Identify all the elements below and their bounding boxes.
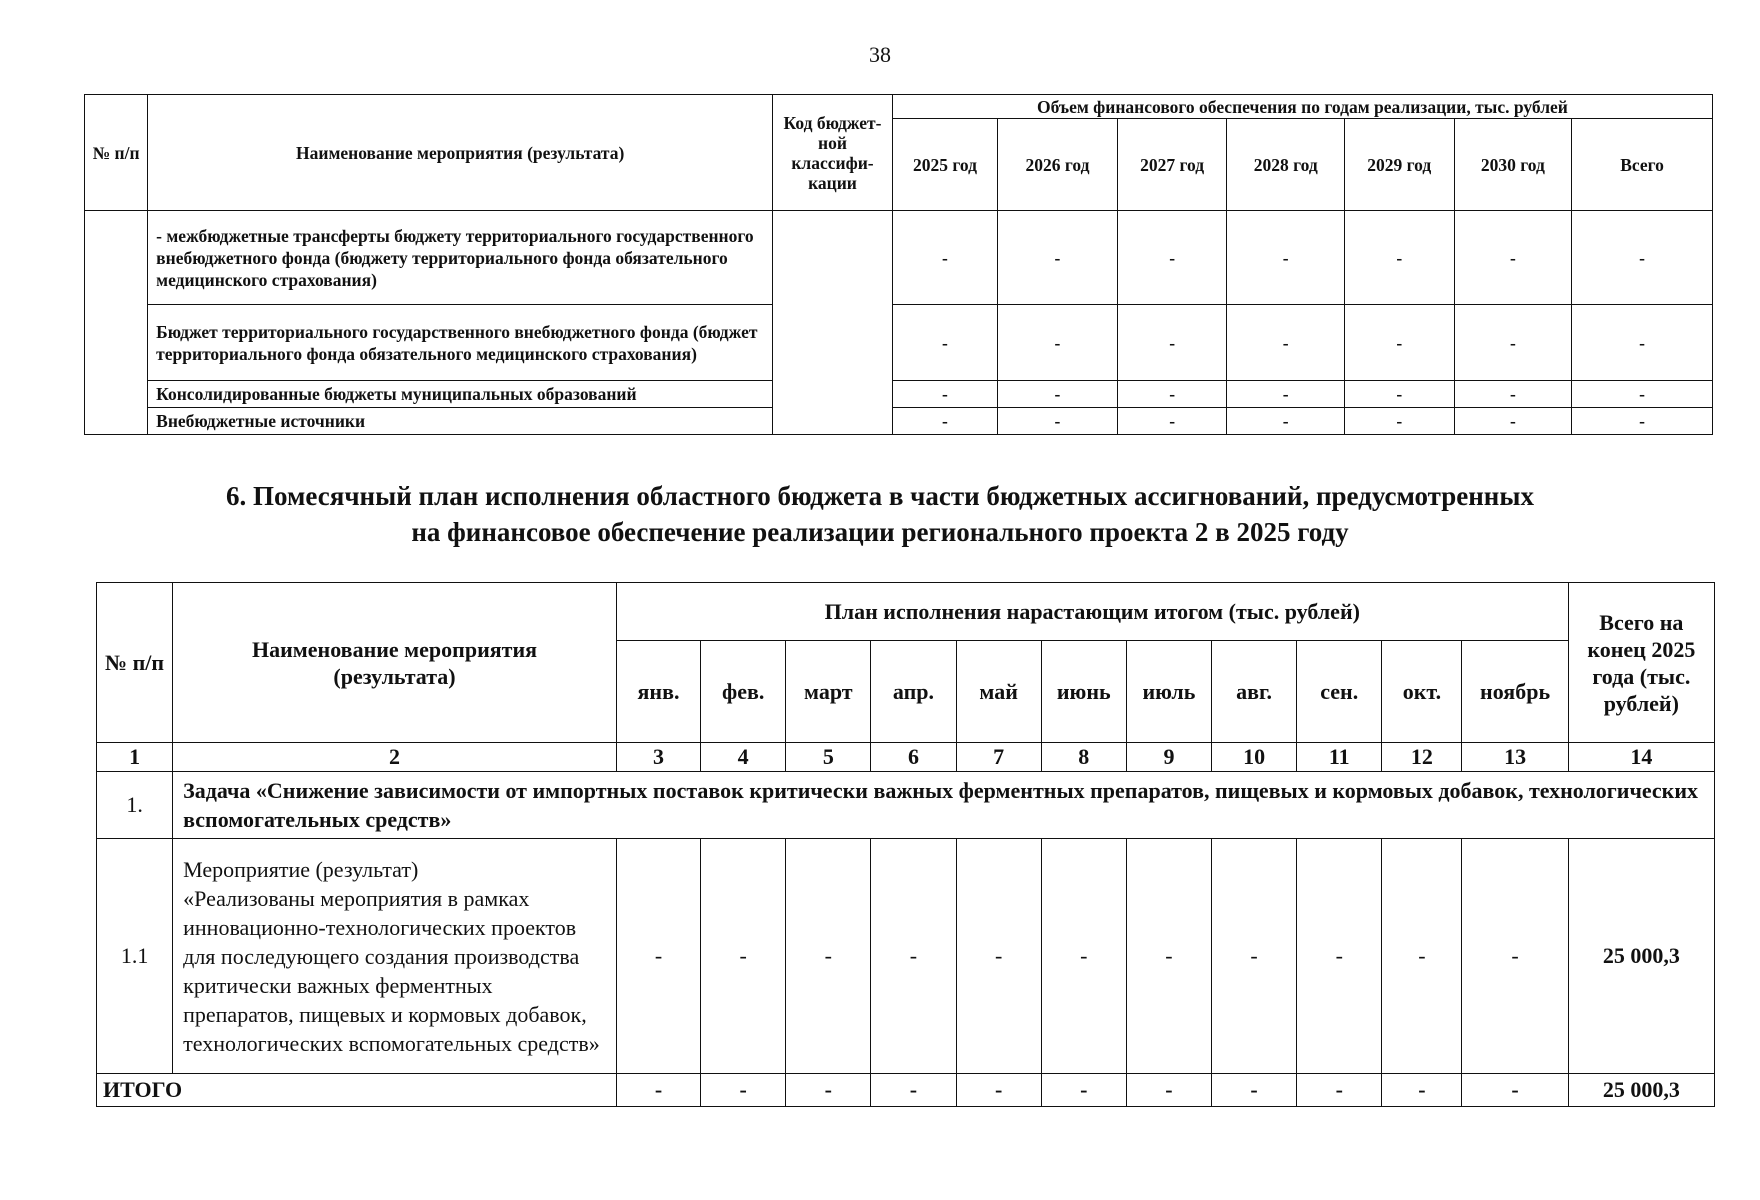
header-plan-group: План исполнения нарастающим итогом (тыс. рублей) [616,583,1568,641]
value-cell: - [1572,381,1713,408]
section-title [0,478,1760,550]
value-cell: - [1227,381,1344,408]
column-number: 2 [173,743,617,772]
value-cell: - [1344,305,1454,381]
header-month: авг. [1212,641,1297,743]
value-cell: - [892,211,997,305]
value-cell: - [892,305,997,381]
measure-row [97,839,1715,1074]
column-number: 1 [97,743,173,772]
value-cell: - [998,381,1118,408]
month-total: - [786,1074,871,1107]
header-month: апр. [871,641,956,743]
header-year: 2030 год [1454,119,1571,211]
value-cell: - [1117,381,1227,408]
column-number: 13 [1462,743,1568,772]
month-total: - [1126,1074,1211,1107]
header-month: окт. [1382,641,1462,743]
table-row [85,211,1713,305]
month-total: - [616,1074,700,1107]
value-cell: - [892,408,997,435]
measure-text [173,839,617,1074]
month-value: - [1462,839,1568,1074]
month-value: - [701,839,786,1074]
header-month: ноябрь [1462,641,1568,743]
value-cell: - [1117,305,1227,381]
row-name: - межбюджетные трансферты бюджету территориального государственного внебюджетного фонда (бюджету территориального фонда обязательного медицинского страхования) [148,211,773,305]
month-total: - [1212,1074,1297,1107]
measure-description: «Реализованы мероприятия в рамках инновационно-технологических проектов для последующего создания производства критически важных ферментных препаратов, пищевых и кормовых добавок, технологических вспомогательных средств» [183,885,600,1056]
header-year: 2028 год [1227,119,1344,211]
total-label: ИТОГО [97,1074,617,1107]
value-cell: - [1227,408,1344,435]
monthly-plan-table [96,582,1715,1107]
month-value: - [956,839,1041,1074]
column-numbers-row [97,743,1715,772]
value-cell: - [998,305,1118,381]
row-name: Консолидированные бюджеты муниципальных образований [148,381,773,408]
task-row [97,772,1715,839]
header-name: Наименование мероприятия (результата) [148,95,773,211]
column-number: 4 [701,743,786,772]
value-cell: - [1572,305,1713,381]
value-cell: - [1227,211,1344,305]
month-value: - [1126,839,1211,1074]
column-number: 3 [616,743,700,772]
month-total: - [871,1074,956,1107]
month-total: - [1462,1074,1568,1107]
value-cell: - [1572,211,1713,305]
month-value: - [616,839,700,1074]
value-cell: - [1117,408,1227,435]
value-cell: - [1454,381,1571,408]
total-row [97,1074,1715,1107]
month-value: - [1297,839,1382,1074]
month-value: - [1041,839,1126,1074]
task-text: Задача «Снижение зависимости от импортных поставок критически важных ферментных препаратов, пищевых и кормовых добавок, технологических вспомогательных средств» [173,772,1715,839]
month-total: - [1297,1074,1382,1107]
month-total: - [1382,1074,1462,1107]
value-cell: - [1344,381,1454,408]
row-name: Бюджет территориального государственного внебюджетного фонда (бюджет территориального фонда обязательного медицинского страхования) [148,305,773,381]
table-row [85,408,1713,435]
header-month: сен. [1297,641,1382,743]
value-cell: - [1344,211,1454,305]
row-name: Внебюджетные источники [148,408,773,435]
month-value: - [786,839,871,1074]
value-cell: - [998,211,1118,305]
month-total: - [956,1074,1041,1107]
header-year: 2025 год [892,119,997,211]
value-cell: - [1454,211,1571,305]
task-num: 1. [97,772,173,839]
value-cell: - [1454,408,1571,435]
column-number: 5 [786,743,871,772]
header-month: июль [1126,641,1211,743]
header-month: фев. [701,641,786,743]
column-number: 6 [871,743,956,772]
header-month: янв. [616,641,700,743]
page-number: 38 [869,42,891,67]
column-number: 8 [1041,743,1126,772]
section-title-line: на финансовое обеспечение реализации регионального проекта 2 в 2025 году [411,517,1349,547]
month-value: - [871,839,956,1074]
table-row [85,381,1713,408]
value-cell: - [1227,305,1344,381]
column-number: 7 [956,743,1041,772]
value-cell: - [892,381,997,408]
header-year: 2027 год [1117,119,1227,211]
header-num: № п/п [85,95,148,211]
header-code: Код бюджет-ной классифи-кации [773,95,893,211]
column-number: 11 [1297,743,1382,772]
header-name: Наименование мероприятия (результата) [173,583,617,743]
month-value: - [1212,839,1297,1074]
header-total: Всего [1572,119,1713,211]
column-number: 10 [1212,743,1297,772]
table-row [85,305,1713,381]
header-financing-group: Объем финансового обеспечения по годам реализации, тыс. рублей [892,95,1712,119]
num-cell [85,211,148,435]
measure-title: Мероприятие (результат) [183,856,419,882]
column-number: 14 [1568,743,1714,772]
section-title-line: 6. Помесячный план исполнения областного бюджета в части бюджетных ассигнований, предусмотренных [226,481,1534,511]
financing-table [84,94,1713,435]
month-total: - [701,1074,786,1107]
grand-total: 25 000,3 [1568,1074,1714,1107]
header-month: май [956,641,1041,743]
measure-num: 1.1 [97,839,173,1074]
header-year: 2029 год [1344,119,1454,211]
value-cell: - [1572,408,1713,435]
header-month: июнь [1041,641,1126,743]
column-number: 9 [1126,743,1211,772]
header-num: № п/п [97,583,173,743]
month-value: - [1382,839,1462,1074]
value-cell: - [998,408,1118,435]
header-year: 2026 год [998,119,1118,211]
column-number: 12 [1382,743,1462,772]
value-cell: - [1454,305,1571,381]
value-cell: - [1344,408,1454,435]
month-total: - [1041,1074,1126,1107]
measure-total: 25 000,3 [1568,839,1714,1074]
header-month: март [786,641,871,743]
code-cell [773,211,893,435]
value-cell: - [1117,211,1227,305]
header-year-total: Всего на конец 2025 года (тыс. рублей) [1568,583,1714,743]
